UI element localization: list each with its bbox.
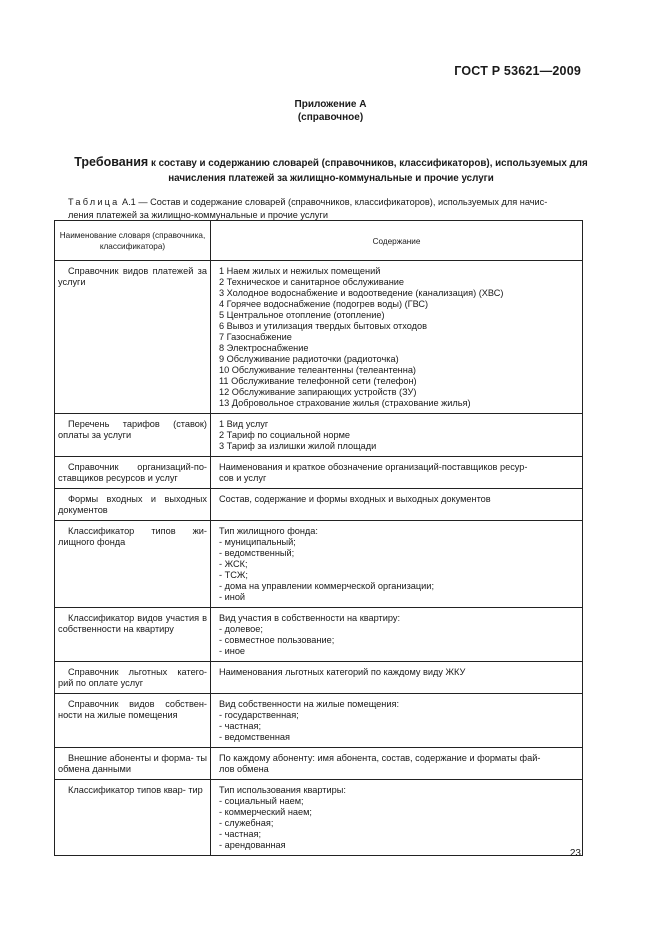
dictionary-name-cell: [55, 662, 211, 694]
dictionary-name: Справочник видов собствен- ности на жилые помещения: [58, 699, 207, 720]
table-row: [55, 521, 583, 608]
content-line: - долевое;: [219, 624, 263, 634]
content-line: Вид собственности на жилые помещения:: [219, 699, 400, 709]
column-header-content: Содержание: [211, 221, 583, 261]
table-row: [55, 662, 583, 694]
content-line: 3 Тариф за излишки жилой площади: [219, 441, 377, 451]
content-line: - коммерческий наем;: [219, 807, 312, 817]
dictionary-name-cell: [55, 489, 211, 521]
dictionary-content-cell: [211, 489, 583, 521]
content-line: 12 Обслуживание запирающих устройств (ЗУ): [219, 387, 417, 397]
table-caption: [68, 196, 588, 221]
table-row: [55, 608, 583, 662]
content-line: - социальный наем;: [219, 796, 304, 806]
content-line: - служебная;: [219, 818, 274, 828]
content-line: - арендованная: [219, 840, 286, 850]
content-line: Наименования и краткое обозначение организаций-поставщиков ресур-: [219, 462, 528, 472]
table-row: [55, 414, 583, 457]
dictionary-content-cell: [211, 414, 583, 457]
content-line: Тип использования квартиры:: [219, 785, 346, 795]
section-heading-line1: [66, 155, 596, 172]
content-line: - ведомственный;: [219, 548, 295, 558]
content-line: 8 Электроснабжение: [219, 343, 309, 353]
table-caption-label: Таблица: [68, 197, 120, 207]
content-line: сов и услуг: [219, 473, 267, 483]
content-line: - муниципальный;: [219, 537, 296, 547]
dictionary-name-cell: [55, 694, 211, 748]
content-line: - дома на управлении коммерческой организации;: [219, 581, 434, 591]
dictionary-name-cell: [55, 261, 211, 414]
dictionary-content-cell: [211, 780, 583, 856]
dictionary-name: Справочник льготных катего- рий по оплате услуг: [58, 667, 207, 688]
content-line: - ЖСК;: [219, 559, 248, 569]
page-number: 23: [569, 848, 581, 859]
annex-title: Приложение А: [294, 99, 367, 110]
content-line: лов обмена: [219, 764, 269, 774]
dictionary-content-cell: [211, 457, 583, 489]
content-line: - иной: [219, 592, 246, 602]
content-line: 2 Тариф по социальной норме: [219, 430, 351, 440]
document-code: ГОСТ Р 53621—2009: [454, 64, 581, 78]
table-row: [55, 489, 583, 521]
dictionary-name: Перечень тарифов (ставок) оплаты за услуги: [58, 419, 207, 440]
content-line: - частная;: [219, 829, 262, 839]
table-row: [55, 457, 583, 489]
content-line: - ведомственная: [219, 732, 291, 742]
dictionary-name: Классификатор видов участия в собственности на квартиру: [58, 613, 207, 634]
content-line: - ТСЖ;: [219, 570, 248, 580]
dictionary-name: Классификатор типов квар- тир: [68, 785, 203, 795]
annex-subtitle: (справочное): [297, 111, 364, 123]
table-header-row: [55, 221, 583, 261]
content-line: 6 Вывоз и утилизация твердых бытовых отходов: [219, 321, 427, 331]
content-line: 2 Техническое и санитарное обслуживание: [219, 277, 405, 287]
table-caption-line1: [68, 196, 588, 209]
content-line: 9 Обслуживание радиоточки (радиоточка): [219, 354, 399, 364]
content-line: 3 Холодное водоснабжение и водоотведение (канализация) (ХВС): [219, 288, 504, 298]
dictionary-name: Справочник видов платежей за услуги: [58, 266, 207, 287]
dictionary-name-cell: [55, 608, 211, 662]
dictionary-content-cell: [211, 261, 583, 414]
dictionary-content-cell: [211, 662, 583, 694]
table-row: [55, 780, 583, 856]
content-line: Вид участия в собственности на квартиру:: [219, 613, 400, 623]
dictionary-name-cell: [55, 414, 211, 457]
content-line: - частная;: [219, 721, 262, 731]
dictionary-name-cell: [55, 457, 211, 489]
content-line: 11 Обслуживание телефонной сети (телефон): [219, 376, 417, 386]
column-header-name: Наименование словаря (справочника, классификатора): [55, 221, 211, 261]
table-row: [55, 694, 583, 748]
dictionary-name-cell: [55, 521, 211, 608]
table-caption-line2: ления платежей за жилищно-коммунальные и прочие услуги: [68, 209, 328, 220]
table-caption-text: А.1 — Состав и содержание словарей (справочников, классификаторов), используемых для начис-: [119, 197, 548, 207]
content-line: Состав, содержание и формы входных и выходных документов: [219, 494, 491, 504]
dictionary-content-cell: [211, 608, 583, 662]
dictionary-name: Классификатор типов жи- лищного фонда: [58, 526, 207, 547]
content-line: - совместное пользование;: [219, 635, 335, 645]
dictionary-content-cell: [211, 694, 583, 748]
dictionary-name: Справочник организаций-по- ставщиков ресурсов и услуг: [58, 462, 207, 483]
annex-heading: [0, 99, 661, 124]
table-row: [55, 748, 583, 780]
dictionary-name-cell: [55, 780, 211, 856]
content-line: - иное: [219, 646, 246, 656]
content-line: 13 Добровольное страхование жилья (страхование жилья): [219, 398, 471, 408]
table-body: [55, 261, 583, 856]
dictionary-name-cell: [55, 748, 211, 780]
content-line: 1 Вид услуг: [219, 419, 269, 429]
section-heading-lead: Требования: [74, 155, 149, 169]
content-line: 7 Газоснабжение: [219, 332, 292, 342]
dictionary-content-cell: [211, 521, 583, 608]
dictionary-name: Формы входных и выходных документов: [58, 494, 207, 515]
content-line: По каждому абоненту: имя абонента, состав, содержание и форматы фай-: [219, 753, 541, 763]
table-row: [55, 261, 583, 414]
section-heading-rest: к составу и содержанию словарей (справочников, классификаторов), используемых для: [148, 158, 588, 169]
content-line: 5 Центральное отопление (отопление): [219, 310, 385, 320]
dictionary-name: Внешние абоненты и форма- ты обмена данными: [58, 753, 207, 774]
section-heading: [66, 155, 596, 186]
content-line: Наименования льготных категорий по каждому виду ЖКУ: [219, 667, 466, 677]
content-line: 4 Горячее водоснабжение (подогрев воды) (ГВС): [219, 299, 429, 309]
dictionaries-table: [54, 220, 583, 856]
content-line: 1 Наем жилых и нежилых помещений: [219, 266, 381, 276]
content-line: - государственная;: [219, 710, 299, 720]
content-line: Тип жилищного фонда:: [219, 526, 318, 536]
dictionary-content-cell: [211, 748, 583, 780]
section-heading-line2: начисления платежей за жилищно-коммунальные и прочие услуги: [168, 172, 494, 184]
content-line: 10 Обслуживание телеантенны (телеантенна): [219, 365, 416, 375]
